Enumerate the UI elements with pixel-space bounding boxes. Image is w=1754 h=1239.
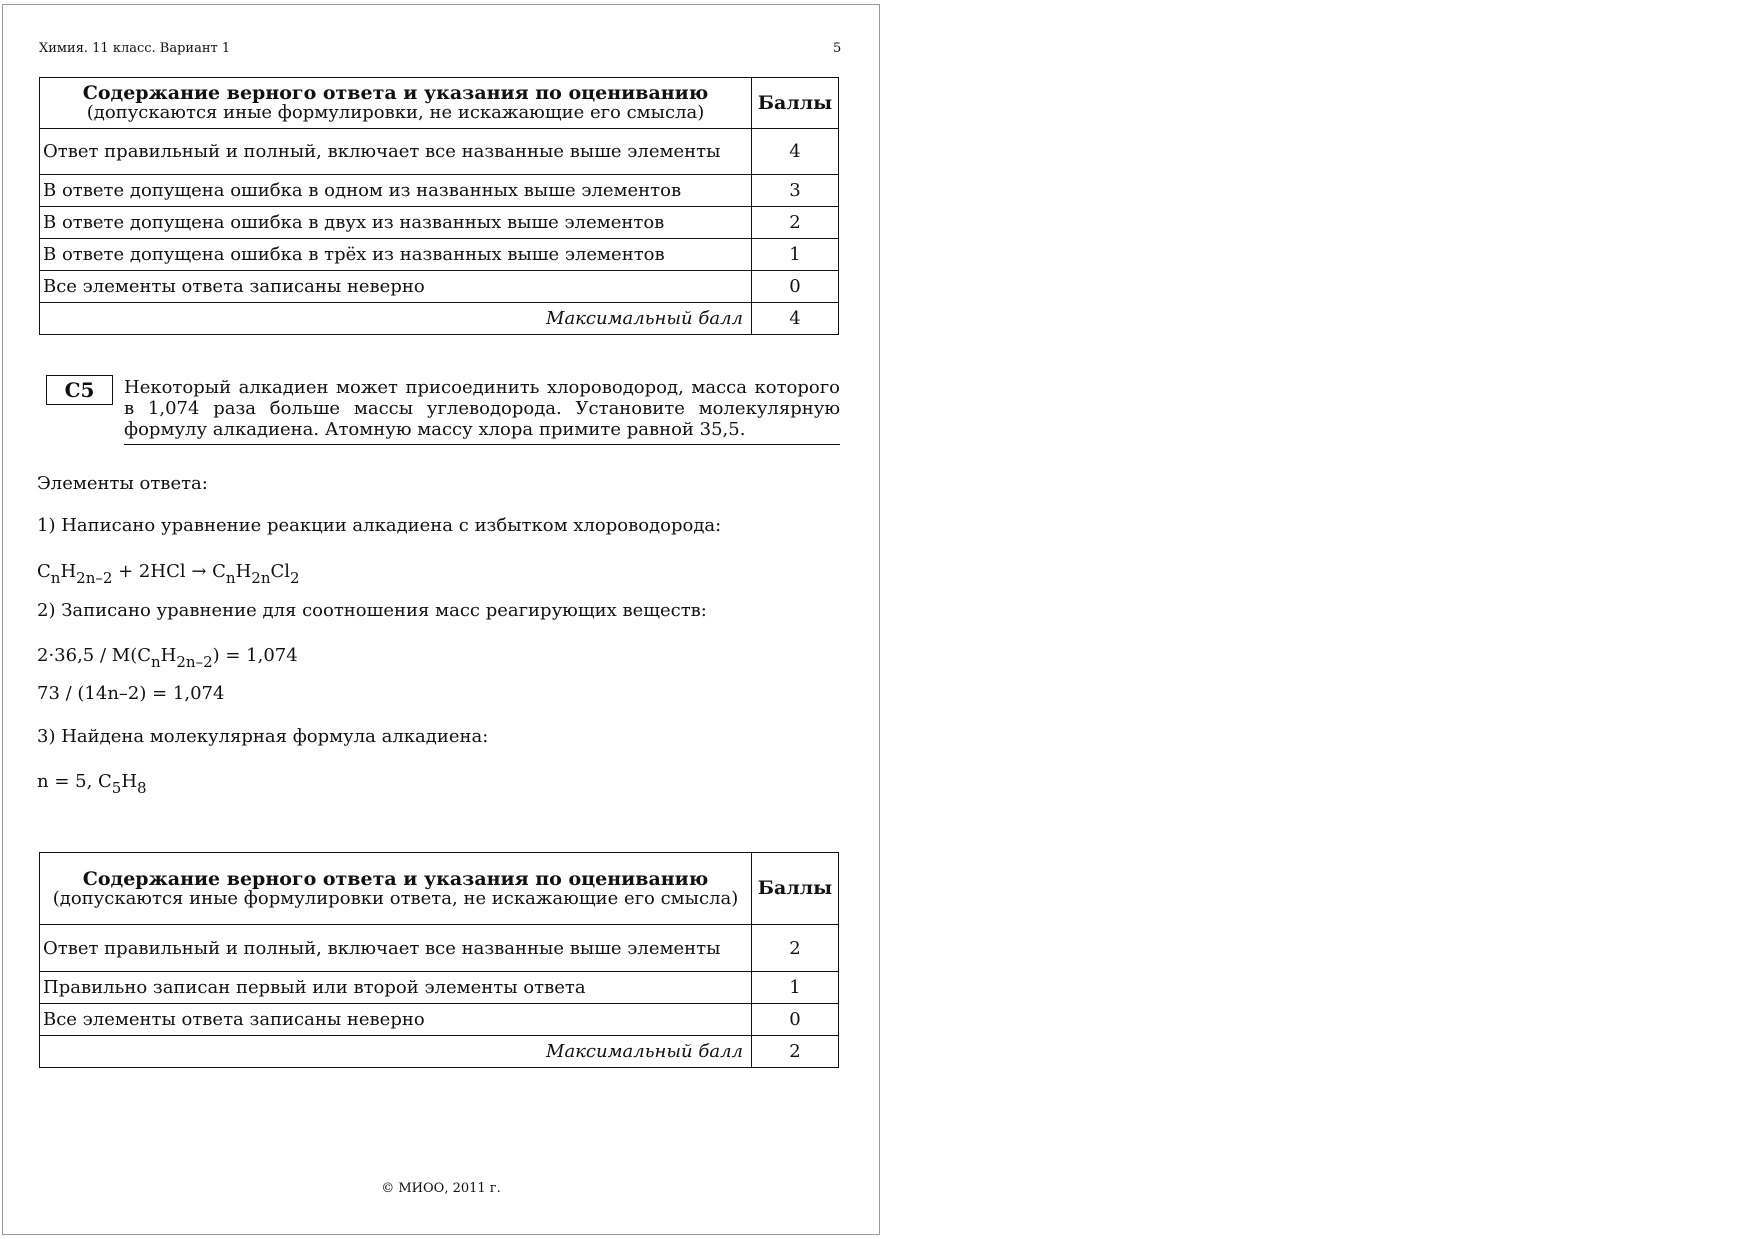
criterion-points: 0 bbox=[752, 271, 839, 303]
max-score-row bbox=[40, 303, 839, 335]
table-row bbox=[40, 207, 839, 239]
table-row bbox=[40, 271, 839, 303]
task-code-badge: С5 bbox=[46, 375, 113, 405]
answer-step-1: 1) Написано уравнение реакции алкадиена с избытком хлороводорода: bbox=[37, 515, 722, 536]
criterion-points: 2 bbox=[752, 207, 839, 239]
criterion-points: 2 bbox=[752, 925, 839, 972]
max-score-row bbox=[40, 1036, 839, 1068]
header-title: Содержание верного ответа и указания по оцениванию bbox=[82, 82, 709, 104]
max-score-label: Максимальный балл bbox=[40, 303, 752, 335]
criterion-text: Ответ правильный и полный, включает все названные выше элементы bbox=[40, 129, 752, 175]
equation-mass-ratio: $2\cdot 36,5 / M(C_nH_{2n-2}) = 1,074$ bbox=[37, 645, 298, 671]
criterion-points: 1 bbox=[752, 972, 839, 1004]
criterion-text: В ответе допущена ошибка в трёх из названных выше элементов bbox=[40, 239, 752, 271]
table-row bbox=[40, 239, 839, 271]
scoring-table-2 bbox=[39, 852, 839, 1068]
header-points: Баллы bbox=[752, 853, 839, 925]
table-row bbox=[40, 1004, 839, 1036]
criterion-points: 1 bbox=[752, 239, 839, 271]
answer-step-3: 3) Найдена молекулярная формула алкадиена: bbox=[37, 726, 489, 747]
table-row bbox=[40, 972, 839, 1004]
table-header-row bbox=[40, 78, 839, 129]
equation-result: n = 5, $C_5H_8$ bbox=[37, 771, 147, 797]
criterion-points: 4 bbox=[752, 129, 839, 175]
header-title: Содержание верного ответа и указания по оцениванию bbox=[82, 867, 709, 890]
table-header-content bbox=[40, 853, 752, 925]
max-score-value: 4 bbox=[752, 303, 839, 335]
task-statement: Некоторый алкадиен может присоединить хлороводород, масса которого в 1,074 раза больше массы углеводорода. Установите молекулярную формулу алкадиена. Атомную массу хлора примите равной 35,5. bbox=[124, 377, 840, 445]
table-row bbox=[40, 925, 839, 972]
document-page bbox=[2, 4, 880, 1235]
table-header-content bbox=[40, 78, 752, 129]
criterion-points: 3 bbox=[752, 175, 839, 207]
table-header-row bbox=[40, 853, 839, 925]
criterion-text: Ответ правильный и полный, включает все названные выше элементы bbox=[40, 925, 752, 972]
equation-reaction: $C_nH_{2n-2} + 2HCl \to C_nH_{2n}Cl_2$ bbox=[37, 561, 300, 587]
answer-elements-label: Элементы ответа: bbox=[37, 473, 208, 494]
header-subtitle: (допускаются иные формулировки, не искажающие его смысла) bbox=[86, 102, 705, 123]
criterion-text: В ответе допущена ошибка в двух из названных выше элементов bbox=[40, 207, 752, 239]
criterion-text: В ответе допущена ошибка в одном из названных выше элементов bbox=[40, 175, 752, 207]
equation-solve: 73 / (14n–2) = 1,074 bbox=[37, 683, 225, 704]
criterion-points: 0 bbox=[752, 1004, 839, 1036]
page-number: 5 bbox=[833, 41, 842, 56]
table-row bbox=[40, 129, 839, 175]
copyright-footer: © МИОО, 2011 г. bbox=[381, 1181, 501, 1196]
header-points: Баллы bbox=[752, 78, 839, 129]
table-row bbox=[40, 175, 839, 207]
running-header: Химия. 11 класс. Вариант 1 bbox=[39, 41, 231, 56]
max-score-value: 2 bbox=[752, 1036, 839, 1068]
max-score-label: Максимальный балл bbox=[40, 1036, 752, 1068]
criterion-text: Все элементы ответа записаны неверно bbox=[40, 1004, 752, 1036]
scoring-table-1 bbox=[39, 77, 839, 335]
criterion-text: Все элементы ответа записаны неверно bbox=[40, 271, 752, 303]
answer-step-2: 2) Записано уравнение для соотношения масс реагирующих веществ: bbox=[37, 600, 707, 621]
criterion-text: Правильно записан первый или второй элементы ответа bbox=[40, 972, 752, 1004]
header-subtitle: (допускаются иные формулировки ответа, не искажающие его смысла) bbox=[52, 887, 739, 909]
